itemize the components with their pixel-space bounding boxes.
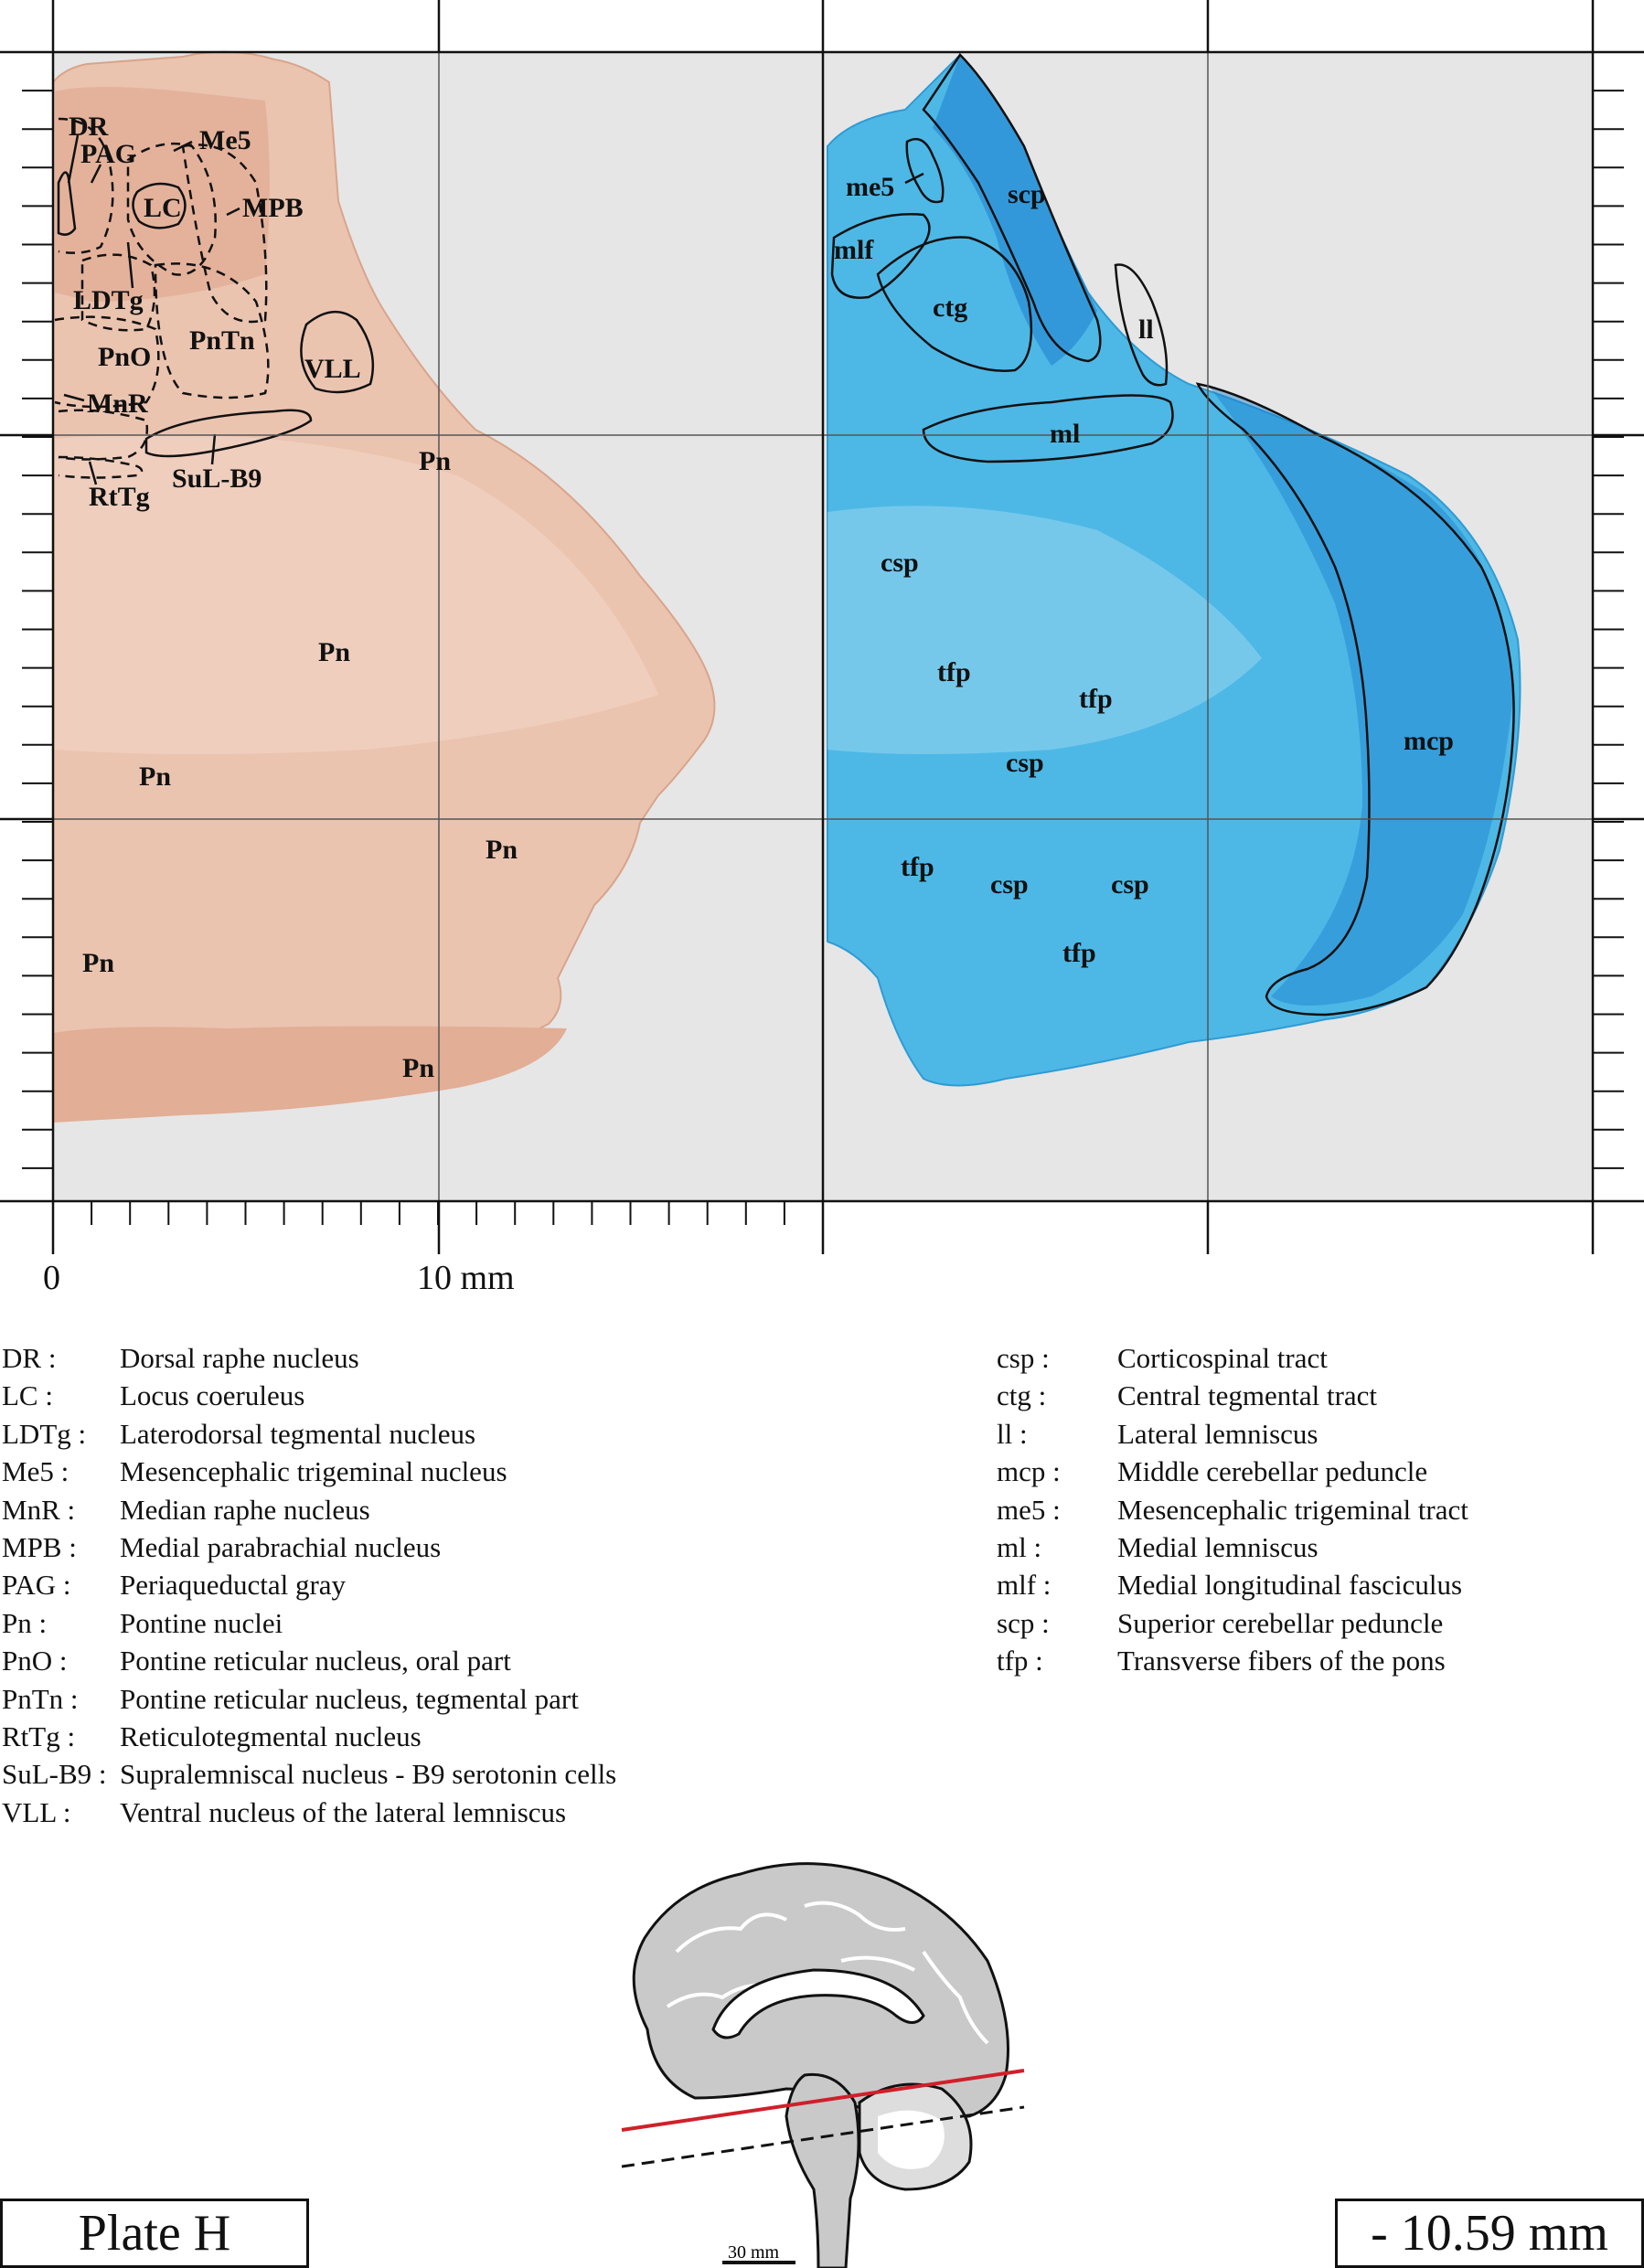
label-dr: DR [69, 112, 109, 142]
legend-abbr: Me5 : [2, 1455, 69, 1488]
legend-desc: Transverse fibers of the pons [1117, 1645, 1446, 1677]
label-pn-4: Pn [486, 835, 518, 865]
label-pn-5: Pn [82, 948, 115, 978]
legend-abbr: RtTg : [2, 1720, 76, 1753]
legend-desc: Superior cerebellar peduncle [1117, 1606, 1444, 1639]
legend-abbr: me5 : [997, 1493, 1061, 1526]
legend-row [2, 1755, 616, 1793]
legend-abbr: ctg : [997, 1379, 1047, 1412]
legend-row [2, 1718, 616, 1755]
legend-row [2, 1415, 616, 1453]
legend-left [2, 1339, 616, 1831]
legend-abbr: MPB : [2, 1531, 77, 1564]
legend-abbr: VLL : [2, 1795, 71, 1828]
legend-abbr: LC : [2, 1379, 53, 1412]
legend-abbr: mlf : [997, 1569, 1052, 1602]
legend-desc: Mesencephalic trigeminal tract [1117, 1493, 1468, 1526]
legend-row [997, 1453, 1468, 1490]
label-ll: ll [1138, 314, 1154, 345]
scale-zero-label: 0 [43, 1259, 60, 1297]
legend-desc: Reticulotegmental nucleus [120, 1720, 422, 1753]
legend-row [2, 1491, 616, 1528]
legend-row [2, 1604, 616, 1642]
plate-label: Plate H [78, 2205, 231, 2262]
label-csp-1: csp [881, 548, 919, 578]
legend-desc: Median raphe nucleus [120, 1493, 370, 1526]
legend-desc: Central tegmental tract [1117, 1379, 1378, 1412]
depth-label: - 10.59 mm [1371, 2205, 1608, 2262]
legend-row [2, 1339, 616, 1377]
legend-abbr: PnTn : [2, 1682, 79, 1715]
legend-desc: Mesencephalic trigeminal nucleus [120, 1455, 507, 1488]
legend-row [997, 1604, 1468, 1642]
legend-row [997, 1566, 1468, 1603]
legend-desc: Locus coeruleus [120, 1379, 305, 1412]
label-pag: PAG [80, 139, 137, 169]
scale-10mm-label: 10 mm [417, 1259, 515, 1297]
legend-row [2, 1453, 616, 1490]
label-csp-3: csp [990, 869, 1029, 900]
legend-abbr: PAG : [2, 1569, 71, 1602]
legend-row [2, 1528, 616, 1566]
label-sulb9: SuL-B9 [172, 463, 262, 494]
label-scp: scp [1008, 179, 1046, 209]
legend-row [2, 1680, 616, 1718]
legend-row [997, 1528, 1468, 1566]
label-pno: PnO [98, 342, 152, 372]
legend-abbr: mcp : [997, 1455, 1061, 1488]
label-tfp-3: tfp [901, 852, 934, 882]
brain-inset [603, 1842, 1042, 2268]
label-lc: LC [144, 193, 182, 223]
inset-scale-label: 30 mm [728, 2242, 780, 2263]
legend-desc: Corticospinal tract [1117, 1342, 1328, 1374]
legend-abbr: csp : [997, 1342, 1050, 1374]
legend-row [2, 1794, 616, 1831]
label-pn-3: Pn [139, 761, 172, 792]
legend-desc: Ventral nucleus of the lateral lemniscus [120, 1795, 567, 1828]
legend-row [2, 1566, 616, 1603]
legend-right [997, 1339, 1468, 1680]
legend-desc: Medial longitudinal fasciculus [1117, 1569, 1463, 1602]
legend-desc: Pontine reticular nucleus, tegmental part [120, 1682, 579, 1715]
legend-row [997, 1339, 1468, 1377]
legend-abbr: MnR : [2, 1493, 76, 1526]
legend-desc: Pontine reticular nucleus, oral part [120, 1645, 511, 1677]
legend-row [997, 1415, 1468, 1453]
legend-row [997, 1491, 1468, 1528]
depth-label-box [1335, 2199, 1644, 2268]
label-ldtg: LDTg [73, 285, 144, 315]
label-mnr: MnR [87, 389, 148, 419]
legend-desc: Dorsal raphe nucleus [120, 1342, 359, 1374]
label-mpb: MPB [242, 193, 304, 223]
label-pn-2: Pn [318, 637, 351, 667]
label-pn-1: Pn [419, 446, 452, 476]
legend-desc: Middle cerebellar peduncle [1117, 1455, 1428, 1488]
label-csp-2: csp [1006, 748, 1044, 778]
label-vll: VLL [304, 354, 361, 384]
legend-abbr: DR : [2, 1342, 57, 1374]
label-me5: Me5 [199, 125, 251, 155]
legend-abbr: SuL-B9 : [2, 1758, 107, 1791]
legend-desc: Medial parabrachial nucleus [120, 1531, 442, 1564]
legend-abbr: scp : [997, 1606, 1050, 1639]
legend-abbr: ml : [997, 1531, 1042, 1564]
legend-row [2, 1642, 616, 1679]
legend-row [997, 1377, 1468, 1414]
label-csp-4: csp [1111, 869, 1149, 900]
cerebellum-white [878, 2111, 945, 2169]
label-pn-6: Pn [402, 1053, 435, 1083]
label-mcp: mcp [1404, 726, 1454, 756]
label-pntn: PnTn [189, 325, 255, 356]
legend-row [997, 1642, 1468, 1679]
legend-desc: Medial lemniscus [1117, 1531, 1318, 1564]
legend-desc: Periaqueductal gray [120, 1569, 347, 1602]
legend-abbr: tfp : [997, 1645, 1043, 1677]
legend-abbr: LDTg : [2, 1417, 87, 1450]
legend-desc: Pontine nuclei [120, 1606, 283, 1639]
label-tfp-1: tfp [937, 657, 971, 687]
label-me5-tract: me5 [846, 172, 895, 202]
label-ctg: ctg [933, 293, 968, 323]
label-tfp-4: tfp [1062, 938, 1096, 968]
legend-abbr: ll : [997, 1417, 1028, 1450]
label-ml: ml [1050, 419, 1081, 449]
legend-abbr: PnO : [2, 1645, 68, 1677]
label-mlf: mlf [834, 235, 874, 265]
label-rttg: RtTg [89, 482, 150, 512]
legend-abbr: Pn : [2, 1606, 48, 1639]
legend-row [2, 1377, 616, 1414]
legend-desc: Laterodorsal tegmental nucleus [120, 1417, 476, 1450]
legend-desc: Lateral lemniscus [1117, 1417, 1318, 1450]
label-tfp-2: tfp [1079, 684, 1113, 714]
legend-desc: Supralemniscal nucleus - B9 serotonin cells [120, 1758, 617, 1791]
plate-label-box [0, 2199, 309, 2268]
